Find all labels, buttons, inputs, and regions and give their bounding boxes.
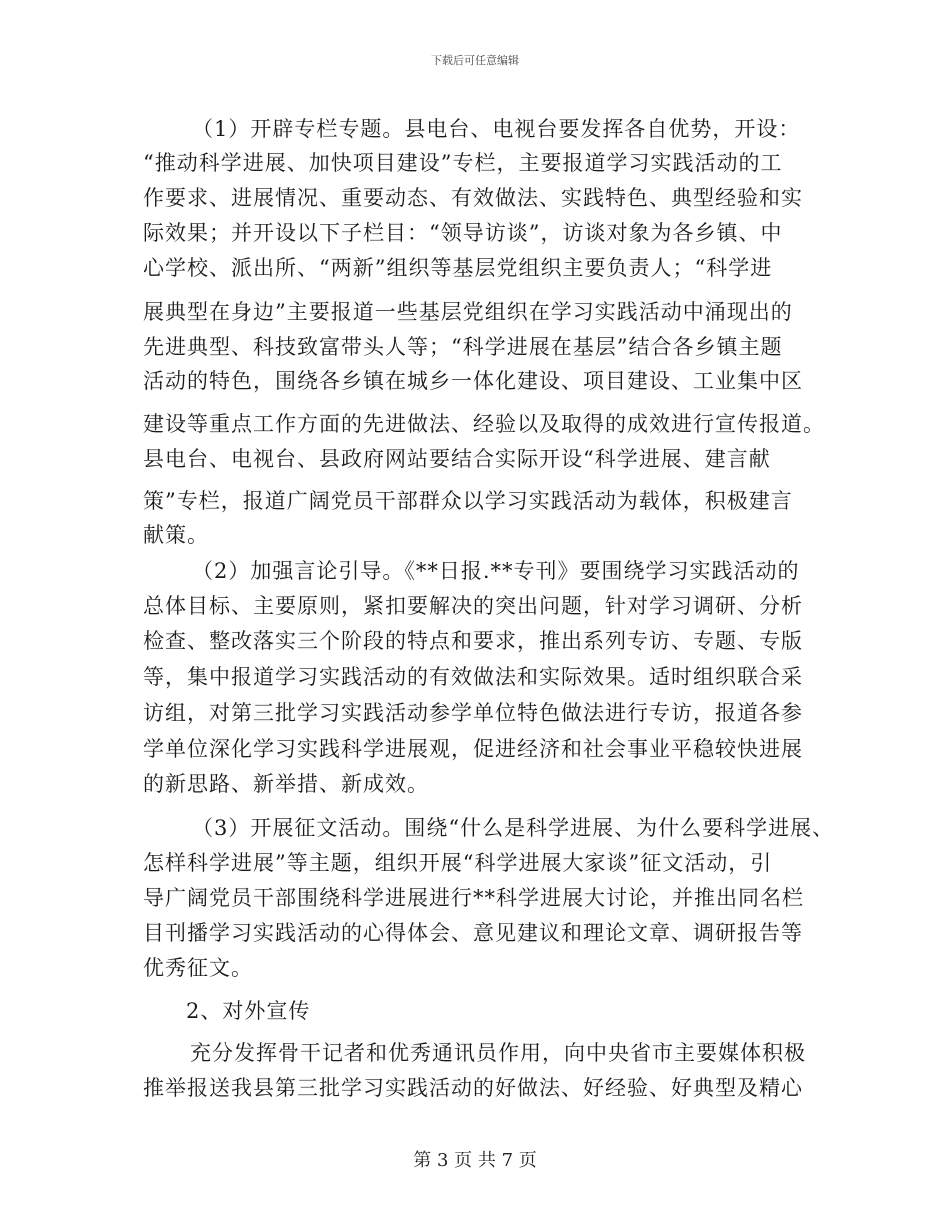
text-line: 展典型在身边”主要报道一些基层党组织在学习实践活动中涌现出的 — [143, 300, 793, 324]
text-line: 目刊播学习实践活动的心得体会、意见建议和理论文章、调研报告等 — [143, 921, 803, 945]
text-line: 总体目标、主要原则，紧扣要解决的突出问题，针对学习调研、分析 — [143, 594, 803, 618]
page-header: 下载后可任意编辑 — [431, 54, 519, 67]
text-line: 心学校、派出所、“两新”组织等基层党组织主要负责人；“科学进 — [143, 256, 773, 280]
text-line: 推举报送我县第三批学习实践活动的好做法、好经验、好典型及精心 — [143, 1076, 803, 1100]
text-line: 县电台、电视台、县政府网站要结合实际开设“科学进展、建言献 — [143, 447, 771, 471]
text-line: 等，集中报道学习实践活动的有效做法和实际效果。适时组织联合采 — [143, 665, 803, 689]
text-line: 导广阔党员干部围绕科学进展进行**科学进展大讨论，并推出同名栏 — [143, 886, 804, 910]
text-line: 怎样科学进展”等主题，组织开展“科学进展大家谈”征文活动，引 — [143, 851, 773, 875]
text-line: 际效果；并开设以下子栏目：“领导访谈”，访谈对象为各乡镇、中 — [143, 221, 783, 245]
page-number-footer: 第 3 页 共 7 页 — [413, 1150, 537, 1171]
section-heading: 2、对外宣传 — [186, 999, 311, 1023]
text-line: 检查、整改落实三个阶段的特点和要求，推出系列专访、专题、专版 — [143, 629, 803, 653]
text-line: 充分发挥骨干记者和优秀通讯员作用，向中央省市主要媒体积极 — [190, 1041, 806, 1065]
text-line: 策”专栏，报道广阔党员干部群众以学习实践活动为载体，积极建言 — [143, 489, 793, 513]
text-line: 先进典型、科技致富带头人等；“科学进展在基层”结合各乡镇主题 — [143, 335, 783, 359]
text-line: 建设等重点工作方面的先进做法、经验以及取得的成效进行宣传报道。 — [143, 412, 825, 436]
text-line: 献策。 — [143, 523, 209, 547]
text-line: “推动科学进展、加快项目建设”专栏，主要报道学习实践活动的工 — [143, 151, 783, 175]
text-line: 的新思路、新举措、新成效。 — [143, 772, 429, 796]
text-line: 学单位深化学习实践科学进展观，促进经济和社会事业平稳较快进展 — [143, 737, 803, 761]
text-line: （3）开展征文活动。围绕“什么是科学进展、为什么要科学进展、 — [192, 816, 835, 840]
text-line: 作要求、进展情况、重要动态、有效做法、实践特色、典型经验和实 — [143, 186, 803, 210]
text-line: 活动的特色，围绕各乡镇在城乡一体化建设、项目建设、工业集中区 — [143, 369, 803, 393]
text-line: （2）加强言论引导。《**日报.**专刊》要围绕学习实践活动的 — [192, 559, 800, 583]
text-line: （1）开辟专栏专题。县电台、电视台要发挥各自优势，开设： — [192, 117, 801, 141]
text-line: 访组，对第三批学习实践活动参学单位特色做法进行专访，报道各参 — [143, 701, 803, 725]
text-line: 优秀征文。 — [143, 956, 253, 980]
